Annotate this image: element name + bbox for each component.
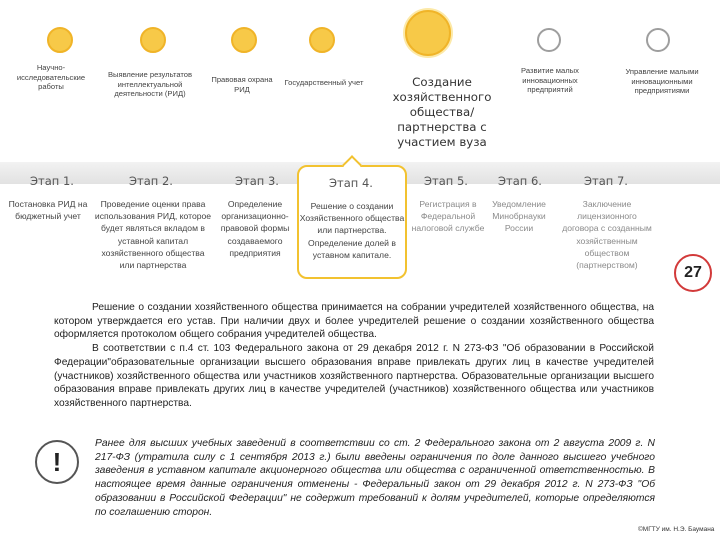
stage-2-description: Проведение оценки права использования РИД, которое будет являться вкладом в уставной капитал хозяйственного общества или партнерства — [94, 199, 212, 271]
copyright: ©МГТУ им. Н.Э. Баумана — [638, 526, 715, 533]
step-circle-2 — [140, 27, 166, 53]
step-circle-7 — [646, 28, 670, 52]
stage-2-label: Этап 2. — [129, 174, 173, 188]
stage-1-label: Этап 1. — [30, 174, 74, 188]
stage-6-label: Этап 6. — [498, 174, 542, 188]
stage-3-description: Определение организационно-правовой формы создаваемого предприятия — [220, 199, 290, 258]
step-circle-4 — [309, 27, 335, 53]
top-label-identification: Выявление результатов интеллектуальной деятельности (РИД) — [107, 70, 193, 99]
exclamation-icon: ! — [35, 440, 79, 484]
stage-7-label: Этап 7. — [584, 174, 628, 188]
body-paragraph-2: В соответствии с п.4 ст. 103 Федерального закона от 29 декабря 2012 г. N 273-ФЗ "Об образовании в Российской Федерации"образовательные организации высшего образования вправе привлекать других лиц в качестве учредителей (участников) хозяйственного общества или участников хозяйственного партнерства. Образовательные организации высшего образования вправе привлекать других лиц в качестве учредителей (участников) хозяйственного общества или участников хозяйственного партнерства. — [54, 343, 654, 409]
stage-4-description: Решение о создании Хозяйственного общества или партнерства. Определение долей в уставном капитале. — [299, 201, 405, 260]
step-circle-3 — [231, 27, 257, 53]
top-label-development: Развитие малых инновационных предприятий — [521, 66, 579, 95]
body-text — [54, 301, 654, 411]
stage-5-label: Этап 5. — [424, 174, 468, 188]
stage-7-description: Заключение лицензионного договора с созданным хозяйственным обществом (партнерством) — [562, 199, 652, 271]
top-label-company-creation: Создание хозяйственного общества/партнерства с участием вуза — [392, 75, 492, 149]
stage-4-label: Этап 4. — [329, 176, 373, 190]
step-circle-5-highlighted — [405, 10, 451, 56]
note-text: Ранее для высших учебных заведений в соответствии со ст. 2 Федерального закона от 2 августа 2009 г. N 217-ФЗ (утратила силу с 1 сентября 2013 г.) были введены ограничения по доле данного высшего учебного заведения в уставном капитале акционерного общества или общества с ограниченной ответственностью. В настоящее время данные ограничения отменены - Федеральный закон от 29 декабря 2012 г. N 273-ФЗ "Об образовании в Российской Федерации" не содержит требований к долям учредителей, которые определяются по соглашению сторон. — [95, 438, 655, 518]
top-label-state-accounting: Государственный учет — [284, 78, 364, 87]
stage-3-label: Этап 3. — [235, 174, 279, 188]
top-label-management: Управление малыми инновационными предприятиями — [625, 67, 699, 96]
stage-5-description: Регистрация в Федеральной налоговой службе — [411, 199, 485, 234]
step-circle-6 — [537, 28, 561, 52]
top-label-research: Научно-исследовательские работы — [16, 63, 86, 92]
page-number: 27 — [674, 254, 712, 292]
step-circle-1 — [47, 27, 73, 53]
stage-6-description: Уведомление Минобрнауки России — [492, 199, 546, 234]
stage-1-description: Постановка РИД на бюджетный учет — [8, 199, 88, 222]
body-paragraph-1: Решение о создании хозяйственного общества принимается на собрании учредителей хозяйственного общества, на котором утверждается его устав. При наличии двух и более учредителей решение о создании хозяйственного общества оформляется протоколом общего собрания учредителей общества. — [54, 302, 654, 341]
top-label-legal-protection: Правовая охрана РИД — [211, 75, 273, 94]
